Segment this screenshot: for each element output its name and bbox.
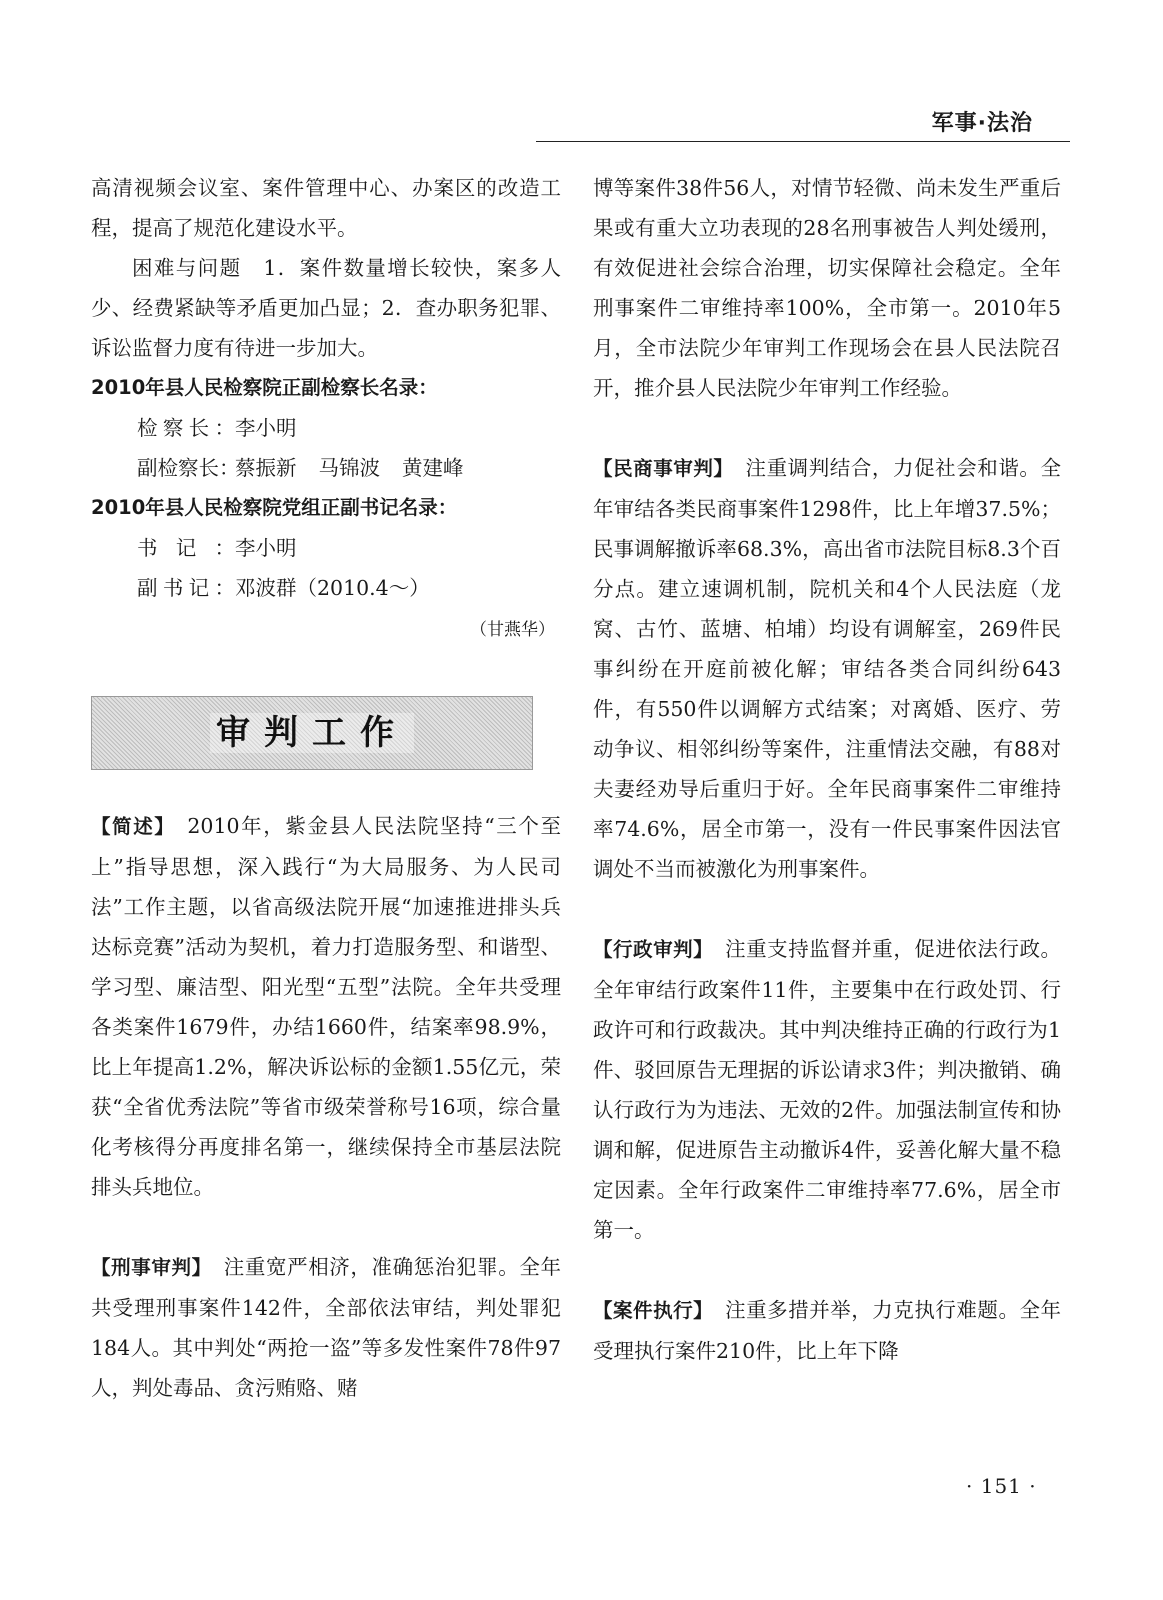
roster-row [91,448,561,488]
roster-title: 副检察长： [137,456,240,480]
civil-text: 注重调判结合，力促社会和谐。全年审结各类民商事案件1298件，比上年增37.5%；民事调解撤诉率68.3%，高出省市法院目标8.3个百分点。建立速调机制，院机关和4个人民法庭（龙窝、古竹、蓝塘、柏埔）均设有调解室，269件民事纠纷在开庭前被化解；审结各类合同纠纷643件，有550件以调解方式结案；对离婚、医疗、劳动争议、相邻纠纷等案件，注重情法交融，有88对夫妻经劝导后重归于好。全年民商事案件二审维持率74.6%，居全市第一，没有一件民事案件因法官调处不当而被激化为刑事案件。 [593,456,1061,881]
admin-text: 注重支持监督并重，促进依法行政。全年审结行政案件11件，主要集中在行政处罚、行政许可和行政裁决。其中判决维持正确的行政行为1件、驳回原告无理据的诉讼请求3件；判决撤销、确认行政行为为违法、无效的2件。加强法制宣传和协调和解，促进原告主动撤诉4件，妥善化解大量不稳定因素。全年行政案件二审维持率77.6%，居全市第一。 [593,937,1061,1242]
paragraph-difficulties: 困难与问题 1．案件数量增长较快，案多人少、经费紧缺等矛盾更加凸显；2．查办职务犯罪、诉讼监督力度有待进一步加大。 [91,256,561,360]
roster-name: 蔡振新 [235,456,297,480]
section-heading-box [91,696,533,770]
paragraph-civil [593,448,1061,889]
exec-text: 注重多措并举，力克执行难题。全年受理执行案件210件，比上年下降 [593,1298,1061,1363]
roster-name: 马锦波 [318,456,380,480]
civil-label: 【民商事审判】 [593,457,734,480]
roster-name: 李小明 [235,416,297,440]
roster-row [91,408,561,448]
roster-row [91,568,561,608]
author-credit: （甘燕华） [470,620,555,640]
roster-name: 邓波群（2010.4～） [235,576,430,600]
paragraph-execution [593,1290,1061,1371]
section-heading: 审判工作 [210,713,414,753]
admin-label: 【行政审判】 [593,938,714,961]
summary-label: 【简述】 [91,815,176,838]
roster-name: 李小明 [235,536,297,560]
exec-label: 【案件执行】 [593,1299,714,1322]
criminal-label: 【刑事审判】 [91,1256,212,1279]
left-column [91,168,561,1408]
roster-title: 副书记： [137,576,235,600]
roster-heading: 2010年县人民检察院正副检察长名录： [91,376,438,399]
section-title: 军事·法治 [931,111,1033,136]
right-column [593,168,1061,1371]
paragraph-criminal-cont: 博等案件38件56人，对情节轻微、尚未发生严重后果或有重大立功表现的28名刑事被告人判处缓刑，有效促进社会综合治理，切实保障社会稳定。全年刑事案件二审维持率100%，全市第一。2010年5月，全市法院少年审判工作现场会在县人民法院召开，推介县人民法院少年审判工作经验。 [593,176,1061,400]
criminal-text: 注重宽严相济，准确惩治犯罪。全年共受理刑事案件142件，全部依法审结，判处罪犯184人。其中判处“两抢一盗”等多发性案件78件97人，判处毒品、贪污贿赂、赌 [91,1255,561,1400]
summary-text: 2010年，紫金县人民法院坚持“三个至上”指导思想，深入践行“为大局服务、为人民司法”工作主题，以省高级法院开展“加速推进排头兵达标竞赛”活动为契机，着力打造服务型、和谐型、学习型、廉洁型、阳光型“五型”法院。全年共受理各类案件1679件，办结1660件，结案率98.9%，比上年提高1.2%，解决诉讼标的金额1.55亿元，荣获“全省优秀法院”等省市级荣誉称号16项，综合量化考核得分再度排名第一，继续保持全市基层法院排头兵地位。 [91,814,561,1199]
header-rule [536,141,1070,142]
roster-heading: 2010年县人民检察院党组正副书记名录： [91,496,458,519]
page-number: · 151 · [966,1474,1037,1498]
paragraph-admin [593,929,1061,1250]
roster-name: 黄建峰 [402,456,464,480]
roster-title: 书记： [137,536,235,560]
roster-row [91,528,561,568]
paragraph-summary [91,806,561,1207]
paragraph-criminal [91,1247,561,1408]
paragraph: 高清视频会议室、案件管理中心、办案区的改造工程，提高了规范化建设水平。 [91,176,561,240]
roster-title: 检察长： [137,416,235,440]
